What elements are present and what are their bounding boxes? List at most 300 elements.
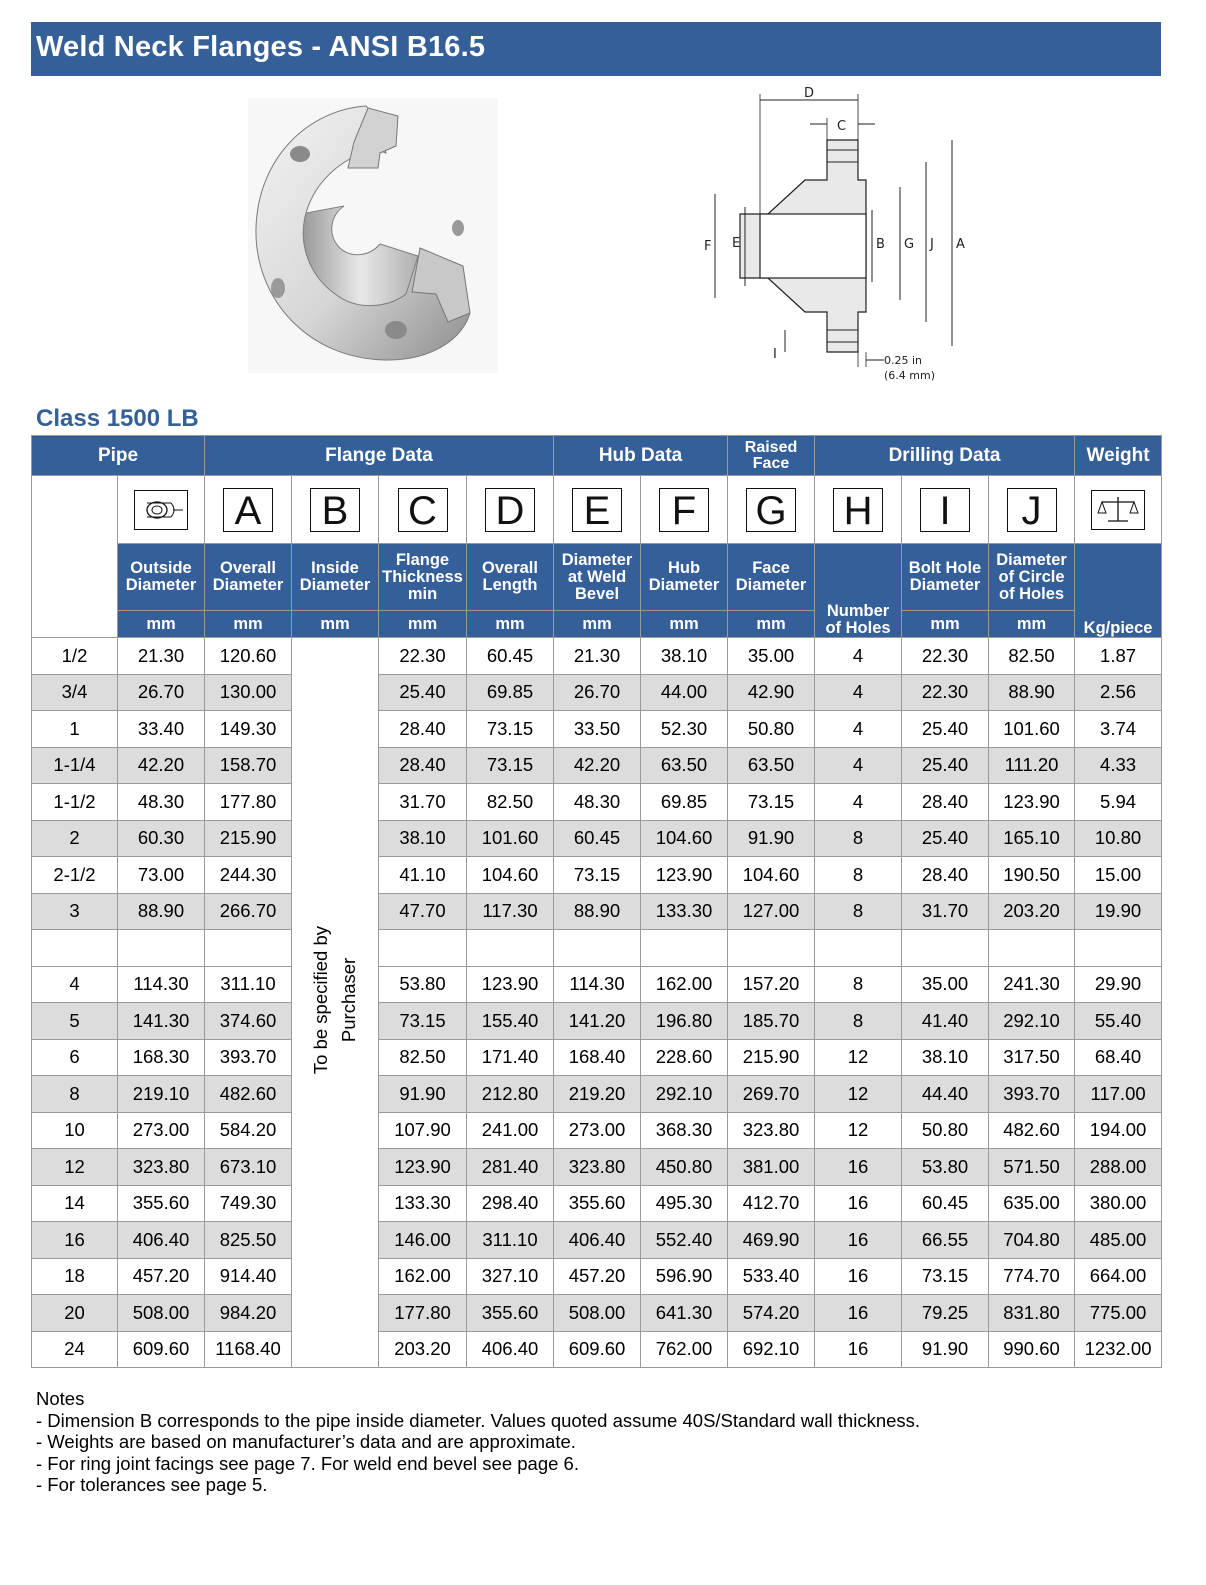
table-row (32, 893, 1162, 930)
col-letter-c: C (379, 476, 467, 544)
value-cell: 5.94 (1075, 784, 1162, 821)
table-row (32, 784, 1162, 821)
value-cell: 50.80 (902, 1112, 989, 1149)
pipe-icon (118, 476, 205, 544)
col-letter-b: B (292, 476, 379, 544)
value-cell: 393.70 (205, 1039, 292, 1076)
value-cell: 38.10 (379, 820, 467, 857)
value-cell: 123.90 (989, 784, 1075, 821)
table-row (32, 638, 1162, 675)
value-cell: 60.45 (467, 638, 554, 675)
blank-separator-row (32, 930, 1162, 967)
value-cell: 4 (815, 784, 902, 821)
value-cell: 141.30 (118, 1003, 205, 1040)
value-cell: 60.45 (554, 820, 641, 857)
value-cell: 42.20 (118, 747, 205, 784)
value-cell: 117.00 (1075, 1076, 1162, 1113)
value-cell: 4 (815, 711, 902, 748)
value-cell: 25.40 (379, 674, 467, 711)
unit-mm: mm (118, 611, 205, 638)
nominal-size-cell: 18 (32, 1258, 118, 1295)
value-cell: 8 (815, 1003, 902, 1040)
value-cell: 25.40 (902, 820, 989, 857)
group-raised-face: Raised Face (728, 436, 815, 476)
notes-heading: Notes (36, 1388, 85, 1409)
value-cell: 196.80 (641, 1003, 728, 1040)
nominal-pipe-size-header: Nominal Pipe Size (32, 476, 118, 638)
value-cell: 53.80 (902, 1149, 989, 1186)
group-pipe: Pipe (32, 436, 205, 476)
value-cell: 1168.40 (205, 1331, 292, 1368)
value-cell: 355.60 (554, 1185, 641, 1222)
value-cell: 1232.00 (1075, 1331, 1162, 1368)
empty-cell (32, 930, 118, 967)
value-cell: 91.90 (728, 820, 815, 857)
value-cell: 146.00 (379, 1222, 467, 1259)
value-cell: 21.30 (118, 638, 205, 675)
value-cell: 533.40 (728, 1258, 815, 1295)
drawing-label-j: J (930, 237, 934, 252)
table-row (32, 966, 1162, 1003)
drawing-label-b: B (876, 237, 885, 252)
value-cell: 69.85 (467, 674, 554, 711)
value-cell: 22.30 (902, 638, 989, 675)
nominal-size-cell: 20 (32, 1295, 118, 1332)
group-hub-data: Hub Data (554, 436, 728, 476)
value-cell: 117.30 (467, 893, 554, 930)
note-line: - For ring joint facings see page 7. For weld end bevel see page 6. (36, 1452, 579, 1474)
value-cell: 4 (815, 674, 902, 711)
value-cell: 990.60 (989, 1331, 1075, 1368)
drawing-note-inches: 0.25 in (884, 354, 923, 367)
value-cell: 177.80 (379, 1295, 467, 1332)
value-cell: 288.00 (1075, 1149, 1162, 1186)
value-cell: 149.30 (205, 711, 292, 748)
value-cell: 31.70 (379, 784, 467, 821)
note-line: - Dimension B corresponds to the pipe inside diameter. Values quoted assume 40S/Standard wall thickness. (36, 1409, 921, 1431)
description-row (32, 544, 1162, 611)
value-cell: 101.60 (989, 711, 1075, 748)
col-letter-g: G (728, 476, 815, 544)
value-cell: 42.20 (554, 747, 641, 784)
unit-mm: mm (902, 611, 989, 638)
nominal-size-cell: 8 (32, 1076, 118, 1113)
value-cell: 82.50 (467, 784, 554, 821)
desc-hub-diameter: Hub Diameter (641, 544, 728, 611)
value-cell: 1.87 (1075, 638, 1162, 675)
value-cell: 123.90 (641, 857, 728, 894)
value-cell: 485.00 (1075, 1222, 1162, 1259)
value-cell: 406.40 (467, 1331, 554, 1368)
empty-cell (902, 930, 989, 967)
value-cell: 4.33 (1075, 747, 1162, 784)
table-row (32, 1295, 1162, 1332)
nominal-size-cell: 12 (32, 1149, 118, 1186)
value-cell: 22.30 (902, 674, 989, 711)
table-row (32, 1076, 1162, 1113)
value-cell: 596.90 (641, 1258, 728, 1295)
value-cell: 133.30 (641, 893, 728, 930)
value-cell: 28.40 (379, 747, 467, 784)
nominal-size-cell: 5 (32, 1003, 118, 1040)
unit-mm: mm (467, 611, 554, 638)
value-cell: 22.30 (379, 638, 467, 675)
value-cell: 33.50 (554, 711, 641, 748)
value-cell: 16 (815, 1185, 902, 1222)
value-cell: 91.90 (379, 1076, 467, 1113)
value-cell: 574.20 (728, 1295, 815, 1332)
desc-diameter-at-weld-bevel: Diameter at Weld Bevel (554, 544, 641, 611)
value-cell: 120.60 (205, 638, 292, 675)
value-cell: 60.45 (902, 1185, 989, 1222)
value-cell: 26.70 (118, 674, 205, 711)
value-cell: 114.30 (118, 966, 205, 1003)
desc-flange-thickness: Flange Thickness min (379, 544, 467, 611)
value-cell: 355.60 (467, 1295, 554, 1332)
value-cell: 831.80 (989, 1295, 1075, 1332)
value-cell: 914.40 (205, 1258, 292, 1295)
value-cell: 2.56 (1075, 674, 1162, 711)
desc-diameter-of-circle: Diameter of Circle of Holes (989, 544, 1075, 611)
value-cell: 8 (815, 893, 902, 930)
value-cell: 4 (815, 638, 902, 675)
unit-mm: mm (292, 611, 379, 638)
value-cell: 281.40 (467, 1149, 554, 1186)
desc-kg-per-piece: Kg/piece (1075, 544, 1162, 638)
value-cell: 28.40 (379, 711, 467, 748)
value-cell: 35.00 (728, 638, 815, 675)
value-cell: 177.80 (205, 784, 292, 821)
desc-bolt-hole-diameter: Bolt Hole Diameter (902, 544, 989, 611)
value-cell: 292.10 (989, 1003, 1075, 1040)
value-cell: 73.15 (467, 711, 554, 748)
value-cell: 16 (815, 1149, 902, 1186)
col-letter-i: I (902, 476, 989, 544)
desc-number-of-holes: Number of Holes (815, 544, 902, 638)
value-cell: 123.90 (467, 966, 554, 1003)
value-cell: 26.70 (554, 674, 641, 711)
table-row (32, 747, 1162, 784)
value-cell: 38.10 (641, 638, 728, 675)
note-line: - Weights are based on manufacturer’s data and are approximate. (36, 1431, 576, 1453)
value-cell: 25.40 (902, 747, 989, 784)
value-cell: 69.85 (641, 784, 728, 821)
nominal-size-cell: 4 (32, 966, 118, 1003)
value-cell: 219.10 (118, 1076, 205, 1113)
value-cell: 82.50 (989, 638, 1075, 675)
table-row (32, 820, 1162, 857)
value-cell: 73.15 (467, 747, 554, 784)
value-cell: 52.30 (641, 711, 728, 748)
empty-cell (815, 930, 902, 967)
value-cell: 157.20 (728, 966, 815, 1003)
value-cell: 323.80 (554, 1149, 641, 1186)
desc-face-diameter: Face Diameter (728, 544, 815, 611)
value-cell: 12 (815, 1076, 902, 1113)
value-cell: 10.80 (1075, 820, 1162, 857)
value-cell: 609.60 (118, 1331, 205, 1368)
inside-diameter-merged-cell: To be specified by Purchaser (292, 638, 379, 1368)
value-cell: 44.40 (902, 1076, 989, 1113)
value-cell: 44.00 (641, 674, 728, 711)
value-cell: 73.15 (728, 784, 815, 821)
value-cell: 15.00 (1075, 857, 1162, 894)
empty-cell (205, 930, 292, 967)
group-drilling-data: Drilling Data (815, 436, 1075, 476)
nominal-size-cell: 16 (32, 1222, 118, 1259)
empty-cell (989, 930, 1075, 967)
value-cell: 16 (815, 1295, 902, 1332)
value-cell: 3.74 (1075, 711, 1162, 748)
value-cell: 123.90 (379, 1149, 467, 1186)
value-cell: 165.10 (989, 820, 1075, 857)
table-row (32, 711, 1162, 748)
dimensions-table (31, 435, 1162, 1368)
value-cell: 53.80 (379, 966, 467, 1003)
value-cell: 88.90 (989, 674, 1075, 711)
table-row (32, 674, 1162, 711)
value-cell: 215.90 (728, 1039, 815, 1076)
value-cell: 469.90 (728, 1222, 815, 1259)
nominal-size-cell: 14 (32, 1185, 118, 1222)
value-cell: 91.90 (902, 1331, 989, 1368)
value-cell: 380.00 (1075, 1185, 1162, 1222)
desc-overall-diameter: Overall Diameter (205, 544, 292, 611)
value-cell: 4 (815, 747, 902, 784)
value-cell: 311.10 (205, 966, 292, 1003)
value-cell: 219.20 (554, 1076, 641, 1113)
value-cell: 374.60 (205, 1003, 292, 1040)
value-cell: 635.00 (989, 1185, 1075, 1222)
drawing-label-a: A (956, 237, 965, 252)
value-cell: 63.50 (728, 747, 815, 784)
value-cell: 16 (815, 1258, 902, 1295)
value-cell: 47.70 (379, 893, 467, 930)
value-cell: 641.30 (641, 1295, 728, 1332)
desc-inside-diameter: Inside Diameter (292, 544, 379, 611)
desc-outside-diameter: Outside Diameter (118, 544, 205, 611)
value-cell: 16 (815, 1331, 902, 1368)
unit-mm: mm (989, 611, 1075, 638)
value-cell: 158.70 (205, 747, 292, 784)
value-cell: 190.50 (989, 857, 1075, 894)
value-cell: 101.60 (467, 820, 554, 857)
group-weight: Weight (1075, 436, 1162, 476)
value-cell: 571.50 (989, 1149, 1075, 1186)
value-cell: 450.80 (641, 1149, 728, 1186)
value-cell: 215.90 (205, 820, 292, 857)
value-cell: 35.00 (902, 966, 989, 1003)
value-cell: 21.30 (554, 638, 641, 675)
value-cell: 19.90 (1075, 893, 1162, 930)
value-cell: 130.00 (205, 674, 292, 711)
value-cell: 111.20 (989, 747, 1075, 784)
note-line: - For tolerances see page 5. (36, 1474, 268, 1496)
class-title: Class 1500 LB (36, 405, 199, 432)
value-cell: 82.50 (379, 1039, 467, 1076)
value-cell: 673.10 (205, 1149, 292, 1186)
value-cell: 704.80 (989, 1222, 1075, 1259)
value-cell: 355.60 (118, 1185, 205, 1222)
value-cell: 48.30 (118, 784, 205, 821)
value-cell: 457.20 (118, 1258, 205, 1295)
nominal-size-cell: 1/2 (32, 638, 118, 675)
nominal-size-cell: 1-1/4 (32, 747, 118, 784)
value-cell: 368.30 (641, 1112, 728, 1149)
empty-cell (641, 930, 728, 967)
value-cell: 73.15 (902, 1258, 989, 1295)
nominal-size-cell: 24 (32, 1331, 118, 1368)
drawing-label-d: D (804, 86, 815, 101)
value-cell: 269.70 (728, 1076, 815, 1113)
value-cell: 273.00 (554, 1112, 641, 1149)
nominal-size-cell: 10 (32, 1112, 118, 1149)
value-cell: 48.30 (554, 784, 641, 821)
nominal-size-cell: 3/4 (32, 674, 118, 711)
value-cell: 381.00 (728, 1149, 815, 1186)
value-cell: 323.80 (118, 1149, 205, 1186)
value-cell: 25.40 (902, 711, 989, 748)
table-row (32, 1039, 1162, 1076)
drawing-label-i: I (773, 347, 777, 362)
table-row (32, 1222, 1162, 1259)
table-row (32, 1112, 1162, 1149)
value-cell: 311.10 (467, 1222, 554, 1259)
table-row (32, 1258, 1162, 1295)
table-row (32, 1149, 1162, 1186)
col-letter-d: D (467, 476, 554, 544)
value-cell: 168.40 (554, 1039, 641, 1076)
value-cell: 412.70 (728, 1185, 815, 1222)
value-cell: 749.30 (205, 1185, 292, 1222)
value-cell: 12 (815, 1112, 902, 1149)
value-cell: 28.40 (902, 784, 989, 821)
table-row (32, 1331, 1162, 1368)
letter-row (32, 476, 1162, 544)
value-cell: 114.30 (554, 966, 641, 1003)
value-cell: 212.80 (467, 1076, 554, 1113)
value-cell: 12 (815, 1039, 902, 1076)
value-cell: 50.80 (728, 711, 815, 748)
value-cell: 73.15 (379, 1003, 467, 1040)
value-cell: 8 (815, 966, 902, 1003)
value-cell: 185.70 (728, 1003, 815, 1040)
value-cell: 162.00 (379, 1258, 467, 1295)
value-cell: 228.60 (641, 1039, 728, 1076)
value-cell: 104.60 (641, 820, 728, 857)
nominal-size-cell: 1 (32, 711, 118, 748)
value-cell: 327.10 (467, 1258, 554, 1295)
value-cell: 292.10 (641, 1076, 728, 1113)
value-cell: 127.00 (728, 893, 815, 930)
value-cell: 482.60 (205, 1076, 292, 1113)
value-cell: 495.30 (641, 1185, 728, 1222)
group-header-row (32, 436, 1162, 476)
value-cell: 104.60 (728, 857, 815, 894)
value-cell: 107.90 (379, 1112, 467, 1149)
col-letter-e: E (554, 476, 641, 544)
value-cell: 508.00 (554, 1295, 641, 1332)
value-cell: 692.10 (728, 1331, 815, 1368)
value-cell: 241.00 (467, 1112, 554, 1149)
notes (36, 1388, 920, 1496)
col-letter-f: F (641, 476, 728, 544)
value-cell: 762.00 (641, 1331, 728, 1368)
nominal-size-cell: 6 (32, 1039, 118, 1076)
value-cell: 73.15 (554, 857, 641, 894)
empty-cell (118, 930, 205, 967)
group-flange-data: Flange Data (205, 436, 554, 476)
value-cell: 584.20 (205, 1112, 292, 1149)
value-cell: 88.90 (554, 893, 641, 930)
value-cell: 552.40 (641, 1222, 728, 1259)
value-cell: 774.70 (989, 1258, 1075, 1295)
value-cell: 41.10 (379, 857, 467, 894)
drawing-label-c: C (837, 119, 847, 134)
value-cell: 79.25 (902, 1295, 989, 1332)
unit-mm: mm (554, 611, 641, 638)
value-cell: 203.20 (989, 893, 1075, 930)
empty-cell (554, 930, 641, 967)
col-letter-j: J (989, 476, 1075, 544)
value-cell: 406.40 (118, 1222, 205, 1259)
unit-mm: mm (379, 611, 467, 638)
value-cell: 8 (815, 857, 902, 894)
value-cell: 38.10 (902, 1039, 989, 1076)
value-cell: 68.40 (1075, 1039, 1162, 1076)
flange-photo (248, 98, 498, 373)
empty-cell (467, 930, 554, 967)
value-cell: 16 (815, 1222, 902, 1259)
value-cell: 508.00 (118, 1295, 205, 1332)
value-cell: 241.30 (989, 966, 1075, 1003)
value-cell: 664.00 (1075, 1258, 1162, 1295)
value-cell: 298.40 (467, 1185, 554, 1222)
value-cell: 88.90 (118, 893, 205, 930)
value-cell: 8 (815, 820, 902, 857)
table-row (32, 1003, 1162, 1040)
value-cell: 194.00 (1075, 1112, 1162, 1149)
empty-cell (1075, 930, 1162, 967)
value-cell: 203.20 (379, 1331, 467, 1368)
value-cell: 609.60 (554, 1331, 641, 1368)
value-cell: 406.40 (554, 1222, 641, 1259)
value-cell: 55.40 (1075, 1003, 1162, 1040)
drawing-label-g: G (904, 237, 915, 252)
empty-cell (728, 930, 815, 967)
value-cell: 984.20 (205, 1295, 292, 1332)
nominal-size-cell: 2-1/2 (32, 857, 118, 894)
value-cell: 273.00 (118, 1112, 205, 1149)
value-cell: 104.60 (467, 857, 554, 894)
drawing-note-mm: (6.4 mm) (884, 369, 936, 382)
value-cell: 171.40 (467, 1039, 554, 1076)
title-bar (31, 22, 1161, 76)
empty-cell (379, 930, 467, 967)
flange-cross-section-drawing (690, 82, 980, 387)
unit-mm: mm (641, 611, 728, 638)
value-cell: 266.70 (205, 893, 292, 930)
unit-mm: mm (728, 611, 815, 638)
value-cell: 33.40 (118, 711, 205, 748)
value-cell: 482.60 (989, 1112, 1075, 1149)
value-cell: 393.70 (989, 1076, 1075, 1113)
scale-icon (1075, 476, 1162, 544)
value-cell: 168.30 (118, 1039, 205, 1076)
value-cell: 28.40 (902, 857, 989, 894)
value-cell: 31.70 (902, 893, 989, 930)
value-cell: 63.50 (641, 747, 728, 784)
